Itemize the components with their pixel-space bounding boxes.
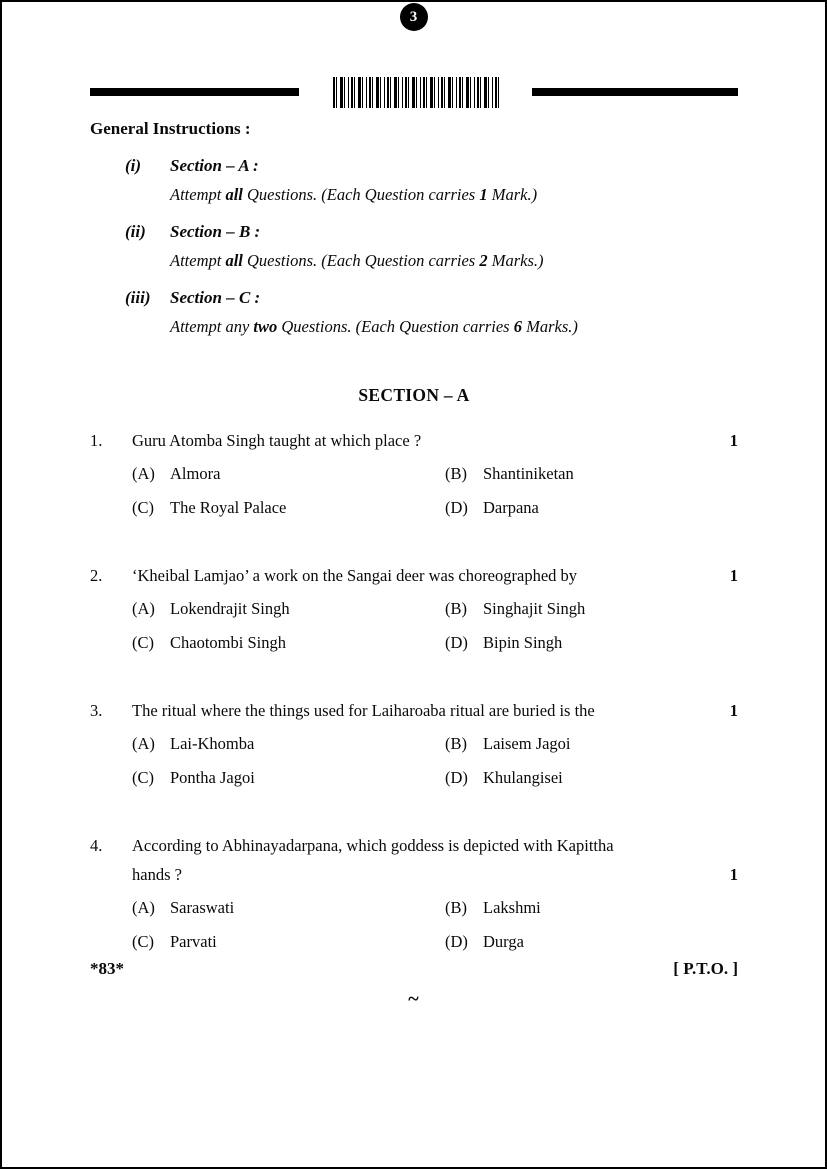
option-a	[132, 896, 445, 920]
page-number-badge: 3	[400, 3, 428, 31]
question-line	[90, 428, 738, 453]
option-text: Chaotombi Singh	[170, 633, 286, 652]
question-number: 3.	[90, 701, 103, 720]
option-letter: (D)	[445, 932, 468, 951]
header-bar-right	[532, 88, 738, 96]
question-4	[90, 833, 738, 954]
instruction-number: (ii)	[125, 222, 146, 241]
question-number: 4.	[90, 836, 103, 855]
instruction-text-pre: Attempt any	[170, 317, 254, 336]
option-d	[445, 766, 738, 790]
question-text: ‘Kheibal Lamjao’ a work on the Sangai deer was choreographed by	[132, 566, 578, 585]
question-marks: 1	[729, 431, 738, 450]
option-a	[132, 462, 445, 486]
instruction-text-emphasis: all	[225, 251, 243, 270]
option-letter: (A)	[132, 734, 155, 753]
instruction-title: Section – B :	[170, 222, 261, 241]
instruction-text-marks: 6	[513, 317, 522, 336]
option-text: Lakshmi	[483, 898, 541, 917]
option-letter: (C)	[132, 768, 154, 787]
option-c	[132, 766, 445, 790]
instruction-title: Section – A :	[170, 156, 259, 175]
option-letter: (C)	[132, 633, 154, 652]
question-marks: 1	[729, 701, 738, 720]
question-line	[90, 563, 738, 588]
options	[90, 732, 738, 790]
question-2	[90, 563, 738, 655]
option-letter: (D)	[445, 768, 468, 787]
option-c	[132, 631, 445, 655]
instruction-body	[170, 154, 738, 207]
instruction-number: (i)	[125, 156, 142, 175]
option-letter: (B)	[445, 734, 467, 753]
instruction-text-post: Marks.)	[521, 317, 578, 336]
instruction-text	[170, 249, 738, 273]
option-letter: (A)	[132, 464, 155, 483]
question-number-spacer	[90, 862, 132, 887]
instruction-number: (iii)	[125, 288, 151, 307]
instruction-title: Section – C :	[170, 288, 261, 307]
option-text: The Royal Palace	[170, 498, 287, 517]
instruction-text	[170, 315, 738, 339]
option-b	[445, 462, 738, 486]
option-text: Singhajit Singh	[483, 599, 586, 618]
instruction-text-mid: Questions. (Each Question carries	[242, 251, 480, 270]
option-letter: (D)	[445, 633, 468, 652]
option-text: Saraswati	[170, 898, 235, 917]
instruction-text-emphasis: two	[253, 317, 278, 336]
option-letter: (B)	[445, 898, 467, 917]
question-3	[90, 698, 738, 790]
option-letter: (A)	[132, 599, 155, 618]
options	[90, 597, 738, 655]
option-letter: (C)	[132, 932, 154, 951]
section-title: SECTION – A	[358, 385, 470, 405]
option-a	[132, 732, 445, 756]
option-b	[445, 597, 738, 621]
footer-tilde: ~	[408, 988, 419, 1010]
option-text: Laisem Jagoi	[483, 734, 571, 753]
question-marks: 1	[729, 865, 738, 884]
instruction-text-pre: Attempt	[170, 251, 226, 270]
option-a	[132, 597, 445, 621]
instruction-item	[90, 220, 738, 273]
question-line	[90, 833, 738, 858]
option-d	[445, 631, 738, 655]
option-text: Parvati	[170, 932, 217, 951]
header-bar-left	[90, 88, 299, 96]
instruction-text	[170, 183, 738, 207]
option-text: Durga	[483, 932, 524, 951]
option-letter: (C)	[132, 498, 154, 517]
general-instructions-heading: General Instructions :	[90, 119, 251, 138]
instruction-text-post: Marks.)	[487, 251, 544, 270]
option-c	[132, 930, 445, 954]
question-text: Guru Atomba Singh taught at which place ?	[132, 431, 422, 450]
footer	[90, 955, 738, 983]
option-text: Khulangisei	[483, 768, 563, 787]
option-d	[445, 496, 738, 520]
instruction-item	[90, 154, 738, 207]
option-text: Pontha Jagoi	[170, 768, 255, 787]
question-marks: 1	[729, 566, 738, 585]
question-line	[90, 698, 738, 723]
option-letter: (B)	[445, 599, 467, 618]
instruction-text-emphasis: all	[225, 185, 243, 204]
instruction-body	[170, 286, 738, 339]
instruction-text-mid: Questions. (Each Question carries	[242, 185, 480, 204]
instruction-item	[90, 286, 738, 339]
question-number: 2.	[90, 566, 103, 585]
option-letter: (D)	[445, 498, 468, 517]
options	[90, 462, 738, 520]
option-c	[132, 496, 445, 520]
instruction-text-mid: Questions. (Each Question carries	[277, 317, 514, 336]
question-line-continued	[90, 862, 738, 887]
question-text: hands ?	[132, 865, 182, 884]
question-1	[90, 428, 738, 520]
option-text: Lai-Khomba	[170, 734, 255, 753]
instruction-text-pre: Attempt	[170, 185, 226, 204]
instruction-text-post: Mark.)	[487, 185, 538, 204]
question-text: The ritual where the things used for Laiharoaba ritual are buried is the	[132, 701, 595, 720]
option-text: Shantiniketan	[483, 464, 574, 483]
option-d	[445, 930, 738, 954]
option-letter: (A)	[132, 898, 155, 917]
option-text: Darpana	[483, 498, 539, 517]
page-content	[2, 2, 825, 954]
options	[90, 896, 738, 954]
question-text: According to Abhinayadarpana, which goddess is depicted with Kapittha	[132, 836, 614, 855]
option-letter: (B)	[445, 464, 467, 483]
option-b	[445, 896, 738, 920]
footer-paper-code: *83*	[90, 959, 124, 978]
footer-pto: [ P.T.O. ]	[673, 959, 738, 978]
option-text: Bipin Singh	[483, 633, 563, 652]
barcode	[333, 77, 499, 108]
option-text: Lokendrajit Singh	[170, 599, 290, 618]
instruction-text-marks: 2	[479, 251, 488, 270]
option-b	[445, 732, 738, 756]
question-number: 1.	[90, 431, 103, 450]
instruction-body	[170, 220, 738, 273]
option-text: Almora	[170, 464, 221, 483]
instruction-text-marks: 1	[479, 185, 488, 204]
